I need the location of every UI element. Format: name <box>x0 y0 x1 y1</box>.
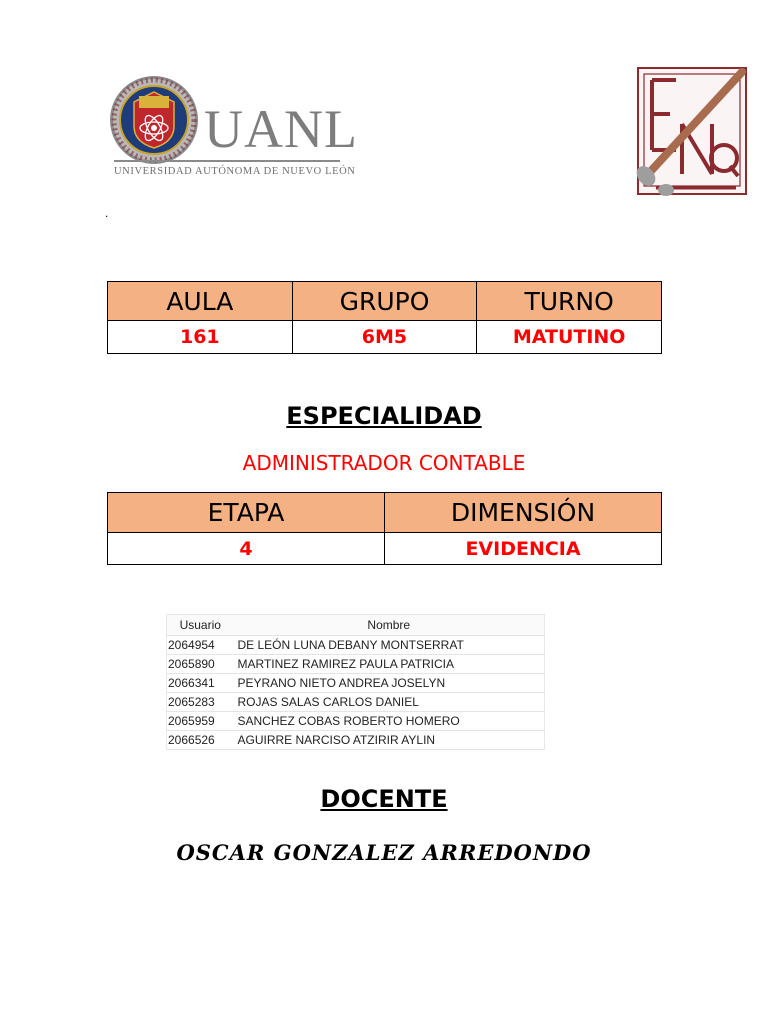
student-name: PEYRANO NIETO ANDREA JOSELYN <box>234 674 545 693</box>
student-id: 2065959 <box>167 712 234 731</box>
uanl-logo <box>108 72 358 182</box>
turno-header: TURNO <box>477 282 662 321</box>
grupo-header: GRUPO <box>292 282 477 321</box>
student-id: 2066341 <box>167 674 234 693</box>
usuario-column-header: Usuario <box>167 615 234 636</box>
student-name: DE LEÓN LUNA DEBANY MONTSERRAT <box>234 636 545 655</box>
student-id: 2065890 <box>167 655 234 674</box>
docente-heading: DOCENTE <box>320 785 448 813</box>
uanl-divider <box>114 160 340 162</box>
table-row <box>167 693 545 712</box>
especialidad-heading: ESPECIALIDAD <box>286 402 482 430</box>
group-info-value-row <box>108 321 662 354</box>
aula-value: 161 <box>108 321 293 354</box>
dimension-value: EVIDENCIA <box>385 533 662 565</box>
stage-info-table <box>107 492 662 565</box>
turno-value: MATUTINO <box>477 321 662 354</box>
student-name: SANCHEZ COBAS ROBERTO HOMERO <box>234 712 545 731</box>
school-emblem-icon <box>632 64 752 200</box>
student-id: 2065283 <box>167 693 234 712</box>
aula-header: AULA <box>108 282 293 321</box>
especialidad-value: ADMINISTRADOR CONTABLE <box>242 451 526 475</box>
stage-info-header-row <box>108 493 662 533</box>
school-logo <box>632 64 752 200</box>
students-table <box>166 614 545 750</box>
nombre-column-header: Nombre <box>234 615 545 636</box>
student-name: AGUIRRE NARCISO ATZIRIR AYLIN <box>234 731 545 750</box>
uanl-wordmark: UANL <box>204 99 358 159</box>
teacher-name: OSCAR GONZALEZ ARREDONDO <box>176 840 592 865</box>
group-info-table <box>107 281 662 354</box>
student-name: MARTINEZ RAMIREZ PAULA PATRICIA <box>234 655 545 674</box>
student-id: 2066526 <box>167 731 234 750</box>
etapa-header: ETAPA <box>108 493 385 533</box>
table-row <box>167 636 545 655</box>
stage-info-value-row <box>108 533 662 565</box>
students-header-row <box>167 615 545 636</box>
student-name: ROJAS SALAS CARLOS DANIEL <box>234 693 545 712</box>
student-id: 2064954 <box>167 636 234 655</box>
university-seal-icon <box>108 74 200 166</box>
etapa-value: 4 <box>108 533 385 565</box>
table-row <box>167 731 545 750</box>
table-row <box>167 674 545 693</box>
stray-mark: . <box>105 206 109 220</box>
group-info-header-row <box>108 282 662 321</box>
grupo-value: 6M5 <box>292 321 477 354</box>
dimension-header: DIMENSIÓN <box>385 493 662 533</box>
table-row <box>167 712 545 731</box>
table-row <box>167 655 545 674</box>
uanl-subtitle: UNIVERSIDAD AUTÓNOMA DE NUEVO LEÓN <box>114 166 356 177</box>
